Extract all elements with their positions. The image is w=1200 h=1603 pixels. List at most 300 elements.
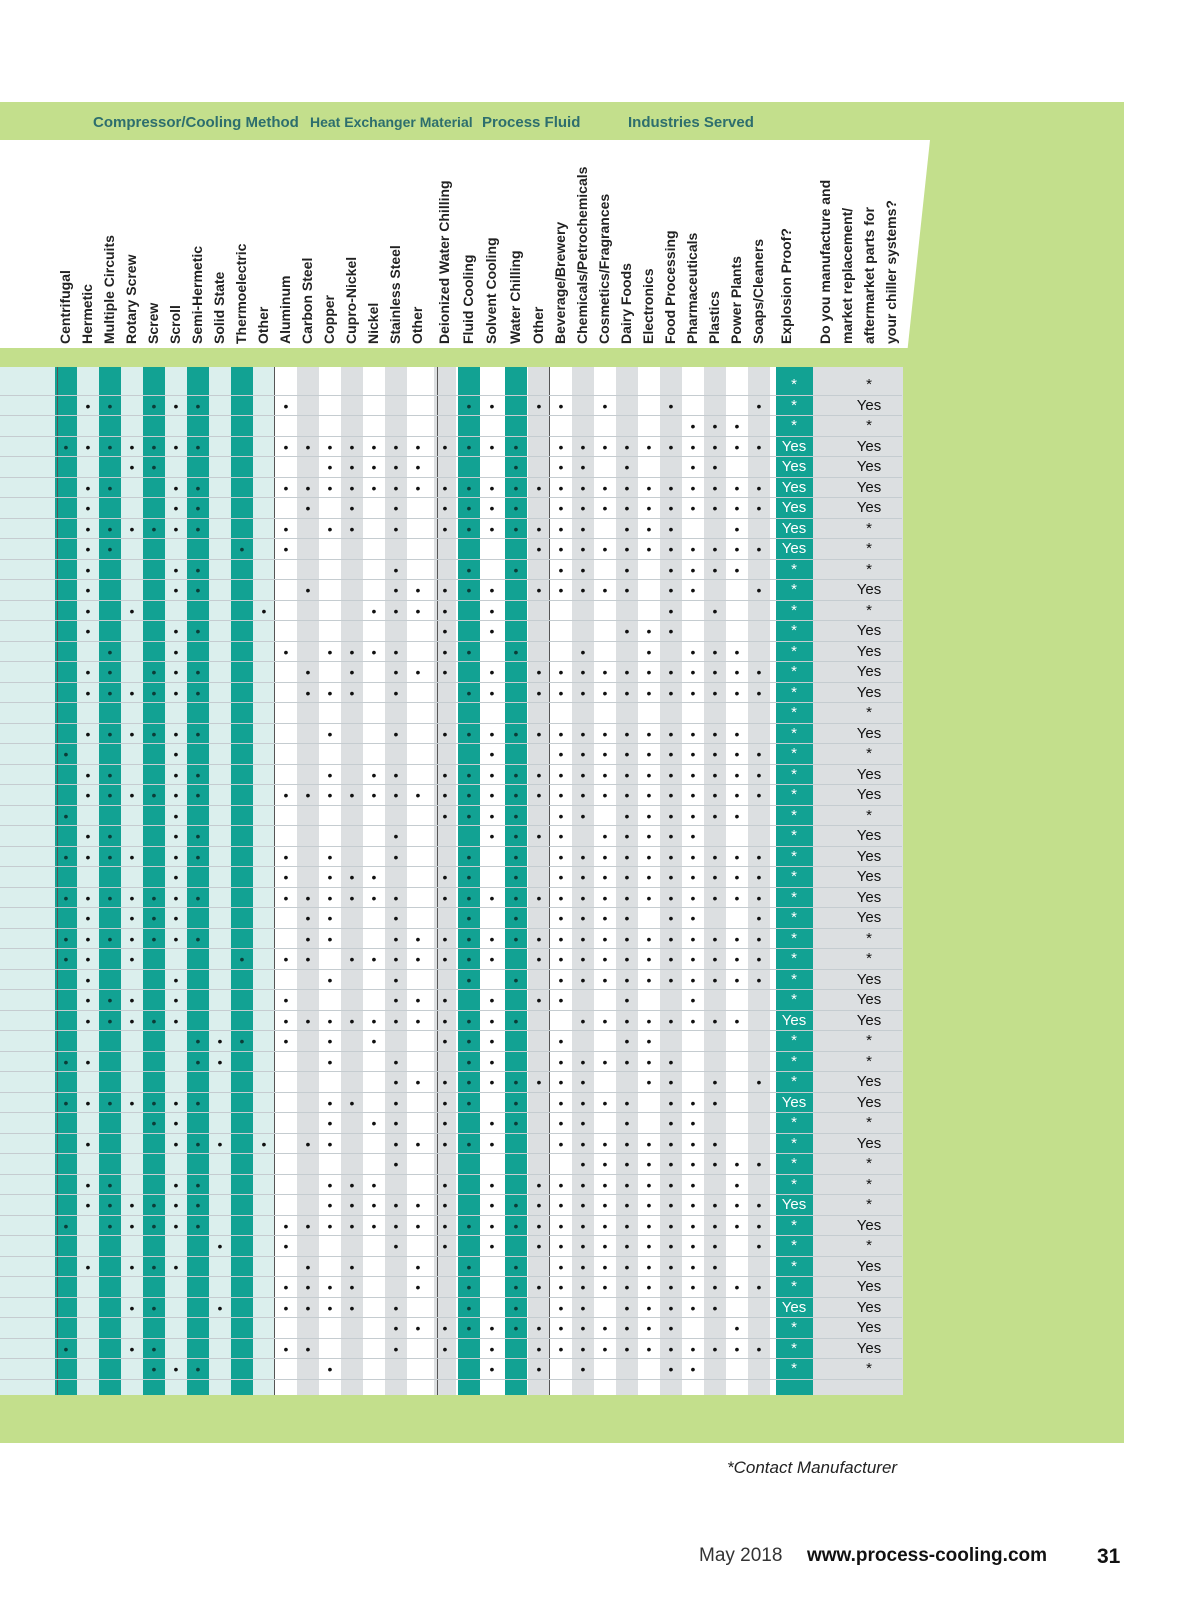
table-cell-dot: • bbox=[129, 910, 135, 926]
table-cell-dot: • bbox=[63, 1340, 69, 1357]
table-cell-dot: • bbox=[195, 889, 201, 906]
table-cell-dot: • bbox=[624, 807, 630, 824]
table-cell-dot: • bbox=[305, 1012, 311, 1029]
table-cell-dot: • bbox=[489, 1340, 495, 1357]
table-cell-dot: • bbox=[513, 1217, 519, 1234]
table-cell-dot: • bbox=[624, 1279, 630, 1295]
table-cell-dot: • bbox=[580, 725, 586, 742]
table-cell-dot: • bbox=[624, 787, 630, 803]
column-shade bbox=[253, 367, 275, 1395]
table-cell-dot: • bbox=[305, 500, 311, 516]
table-cell-dot: • bbox=[602, 766, 608, 783]
table-cell-dot: • bbox=[756, 684, 762, 701]
table-cell-dot: • bbox=[393, 1115, 399, 1131]
table-cell-dot: • bbox=[690, 418, 696, 434]
column-header: Thermoelectric bbox=[233, 243, 249, 344]
column-header: Other bbox=[530, 306, 546, 344]
page-number: 31 bbox=[1097, 1545, 1121, 1568]
table-cell-dot: • bbox=[283, 479, 289, 496]
table-cell-dot: • bbox=[602, 1197, 608, 1213]
table-cell-dot: • bbox=[393, 1094, 399, 1111]
table-cell-dot: • bbox=[734, 787, 740, 803]
table-cell-dot: • bbox=[712, 541, 718, 557]
table-cell-dot: • bbox=[327, 1012, 333, 1029]
explosion-proof-cell: * bbox=[791, 1216, 797, 1234]
table-cell-dot: • bbox=[173, 1197, 179, 1213]
table-cell-dot: • bbox=[173, 1217, 179, 1234]
explosion-proof-cell: * bbox=[791, 806, 797, 824]
table-cell-dot: • bbox=[734, 951, 740, 967]
table-cell-dot: • bbox=[513, 479, 519, 496]
table-cell-dot: • bbox=[489, 951, 495, 967]
parts-cell: Yes bbox=[856, 1257, 882, 1275]
table-cell-dot: • bbox=[466, 930, 472, 947]
table-cell-dot: • bbox=[558, 869, 564, 885]
table-cell-dot: • bbox=[558, 1033, 564, 1049]
table-cell-dot: • bbox=[151, 684, 157, 701]
table-cell-dot: • bbox=[195, 561, 201, 578]
table-cell-dot: • bbox=[239, 1033, 245, 1049]
table-cell-dot: • bbox=[85, 930, 91, 947]
table-cell-dot: • bbox=[536, 951, 542, 967]
table-cell-dot: • bbox=[85, 910, 91, 926]
table-cell-dot: • bbox=[393, 602, 399, 619]
table-cell-dot: • bbox=[580, 807, 586, 824]
table-cell-dot: • bbox=[513, 807, 519, 824]
table-cell-dot: • bbox=[151, 459, 157, 475]
table-cell-dot: • bbox=[327, 643, 333, 660]
table-cell-dot: • bbox=[690, 1176, 696, 1193]
table-cell-dot: • bbox=[415, 459, 421, 475]
table-cell-dot: • bbox=[558, 397, 564, 414]
table-cell-dot: • bbox=[668, 787, 674, 803]
table-cell-dot: • bbox=[107, 397, 113, 414]
table-cell-dot: • bbox=[624, 971, 630, 988]
table-cell-dot: • bbox=[513, 1115, 519, 1131]
table-cell-dot: • bbox=[283, 1238, 289, 1254]
table-cell-dot: • bbox=[195, 500, 201, 516]
table-cell-dot: • bbox=[63, 438, 69, 455]
table-cell-dot: • bbox=[195, 1135, 201, 1152]
table-cell-dot: • bbox=[756, 869, 762, 885]
parts-cell: Yes bbox=[856, 1278, 882, 1295]
table-cell-dot: • bbox=[442, 1217, 448, 1234]
column-header: Cosmetics/Fragrances bbox=[596, 193, 612, 344]
table-cell-dot: • bbox=[195, 1197, 201, 1213]
table-cell-dot: • bbox=[756, 500, 762, 516]
table-cell-dot: • bbox=[415, 1197, 421, 1213]
table-cell-dot: • bbox=[85, 500, 91, 516]
column-header: Cupro-Nickel bbox=[343, 256, 359, 344]
table-cell-dot: • bbox=[442, 643, 448, 660]
column-shade bbox=[55, 367, 77, 1395]
parts-cell: * bbox=[866, 376, 872, 393]
explosion-proof-cell: * bbox=[791, 991, 797, 1008]
table-cell-dot: • bbox=[442, 438, 448, 455]
table-cell-dot: • bbox=[712, 500, 718, 516]
table-cell-dot: • bbox=[690, 930, 696, 947]
table-cell-dot: • bbox=[129, 889, 135, 906]
table-cell-dot: • bbox=[195, 1094, 201, 1111]
table-cell-dot: • bbox=[195, 623, 201, 639]
table-cell-dot: • bbox=[712, 746, 718, 762]
table-cell-dot: • bbox=[442, 582, 448, 598]
table-cell-dot: • bbox=[513, 1197, 519, 1213]
table-cell-dot: • bbox=[756, 664, 762, 680]
table-cell-dot: • bbox=[151, 725, 157, 742]
table-cell-dot: • bbox=[466, 1074, 472, 1090]
table-cell-dot: • bbox=[624, 910, 630, 926]
table-cell-dot: • bbox=[646, 541, 652, 557]
table-cell-dot: • bbox=[624, 725, 630, 742]
table-cell-dot: • bbox=[173, 684, 179, 701]
table-cell-dot: • bbox=[107, 930, 113, 947]
table-cell-dot: • bbox=[690, 541, 696, 557]
table-cell-dot: • bbox=[734, 1176, 740, 1193]
table-cell-dot: • bbox=[690, 1217, 696, 1234]
table-cell-dot: • bbox=[173, 1115, 179, 1131]
table-cell-dot: • bbox=[85, 664, 91, 680]
table-cell-dot: • bbox=[371, 1033, 377, 1049]
explosion-proof-cell: Yes bbox=[781, 540, 807, 557]
table-cell-dot: • bbox=[442, 664, 448, 680]
table-cell-dot: • bbox=[536, 520, 542, 537]
table-cell-dot: • bbox=[690, 1340, 696, 1357]
parts-cell: Yes bbox=[856, 909, 882, 926]
table-cell-dot: • bbox=[513, 828, 519, 844]
table-cell-dot: • bbox=[129, 930, 135, 947]
parts-cell: Yes bbox=[856, 458, 882, 475]
table-cell-dot: • bbox=[393, 1135, 399, 1152]
table-cell-dot: • bbox=[580, 1340, 586, 1357]
table-cell-dot: • bbox=[558, 459, 564, 475]
table-cell-dot: • bbox=[107, 1197, 113, 1213]
table-cell-dot: • bbox=[173, 1176, 179, 1193]
table-cell-dot: • bbox=[668, 746, 674, 762]
table-cell-dot: • bbox=[712, 766, 718, 783]
table-cell-dot: • bbox=[646, 828, 652, 844]
table-cell-dot: • bbox=[513, 1074, 519, 1090]
row-label-area bbox=[0, 367, 57, 1395]
table-cell-dot: • bbox=[489, 1115, 495, 1131]
table-cell-dot: • bbox=[393, 664, 399, 680]
table-cell-dot: • bbox=[690, 828, 696, 844]
table-cell-dot: • bbox=[466, 1094, 472, 1111]
table-cell-dot: • bbox=[442, 1176, 448, 1193]
table-cell-dot: • bbox=[580, 910, 586, 926]
table-cell-dot: • bbox=[558, 561, 564, 578]
table-cell-dot: • bbox=[371, 1115, 377, 1131]
explosion-proof-cell: Yes bbox=[781, 458, 807, 475]
table-cell-dot: • bbox=[712, 807, 718, 824]
table-cell-dot: • bbox=[393, 828, 399, 844]
table-cell-dot: • bbox=[602, 1012, 608, 1029]
table-cell-dot: • bbox=[536, 930, 542, 947]
column-header: Nickel bbox=[365, 302, 381, 344]
table-cell-dot: • bbox=[580, 1217, 586, 1234]
explosion-proof-cell: * bbox=[791, 417, 797, 434]
table-cell-dot: • bbox=[173, 971, 179, 988]
table-cell-dot: • bbox=[646, 520, 652, 537]
column-header: Chemicals/Petrochemicals bbox=[574, 166, 590, 344]
table-cell-dot: • bbox=[668, 397, 674, 414]
table-cell-dot: • bbox=[668, 1012, 674, 1029]
parts-cell: * bbox=[866, 1155, 872, 1172]
table-cell-dot: • bbox=[734, 1279, 740, 1295]
table-cell-dot: • bbox=[85, 828, 91, 844]
explosion-proof-cell: * bbox=[791, 560, 797, 578]
column-header: Dairy Foods bbox=[618, 263, 634, 344]
table-cell-dot: • bbox=[393, 1074, 399, 1090]
table-cell-dot: • bbox=[734, 1156, 740, 1172]
table-cell-dot: • bbox=[690, 1279, 696, 1295]
column-header: Copper bbox=[321, 295, 337, 344]
table-cell-dot: • bbox=[580, 930, 586, 947]
table-cell-dot: • bbox=[195, 438, 201, 455]
table-cell-dot: • bbox=[283, 1033, 289, 1049]
table-cell-dot: • bbox=[646, 869, 652, 885]
group-label-industries: Industries Served bbox=[628, 114, 754, 131]
table-cell-dot: • bbox=[602, 1135, 608, 1152]
table-cell-dot: • bbox=[712, 1197, 718, 1213]
table-cell-dot: • bbox=[580, 1156, 586, 1172]
table-cell-dot: • bbox=[415, 1074, 421, 1090]
table-cell-dot: • bbox=[624, 582, 630, 598]
table-cell-dot: • bbox=[690, 1115, 696, 1131]
table-cell-dot: • bbox=[646, 971, 652, 988]
explosion-proof-cell: * bbox=[791, 1319, 797, 1336]
table-cell-dot: • bbox=[415, 1320, 421, 1336]
table-cell-dot: • bbox=[558, 1115, 564, 1131]
table-cell-dot: • bbox=[349, 500, 355, 516]
table-cell-dot: • bbox=[558, 1279, 564, 1295]
table-cell-dot: • bbox=[646, 1299, 652, 1316]
table-cell-dot: • bbox=[466, 479, 472, 496]
table-cell-dot: • bbox=[107, 520, 113, 537]
table-cell-dot: • bbox=[513, 889, 519, 906]
table-cell-dot: • bbox=[756, 848, 762, 865]
explosion-proof-cell: * bbox=[791, 396, 797, 414]
table-cell-dot: • bbox=[63, 930, 69, 947]
table-cell-dot: • bbox=[489, 1033, 495, 1049]
table-cell-dot: • bbox=[195, 1033, 201, 1049]
table-cell-dot: • bbox=[536, 684, 542, 701]
table-cell-dot: • bbox=[173, 1094, 179, 1111]
table-cell-dot: • bbox=[602, 1340, 608, 1357]
table-cell-dot: • bbox=[283, 520, 289, 537]
table-cell-dot: • bbox=[646, 664, 652, 680]
table-cell-dot: • bbox=[63, 1094, 69, 1111]
table-cell-dot: • bbox=[107, 1012, 113, 1029]
explosion-proof-cell: * bbox=[791, 970, 797, 988]
table-cell-dot: • bbox=[690, 725, 696, 742]
table-cell-dot: • bbox=[712, 971, 718, 988]
table-cell-dot: • bbox=[415, 787, 421, 803]
table-cell-dot: • bbox=[107, 992, 113, 1008]
table-cell-dot: • bbox=[442, 1074, 448, 1090]
table-cell-dot: • bbox=[558, 664, 564, 680]
table-cell-dot: • bbox=[107, 1094, 113, 1111]
explosion-proof-cell: * bbox=[791, 1052, 797, 1070]
table-cell-dot: • bbox=[489, 1012, 495, 1029]
table-cell-dot: • bbox=[442, 1238, 448, 1254]
table-cell-dot: • bbox=[580, 1320, 586, 1336]
table-cell-dot: • bbox=[580, 438, 586, 455]
table-cell-dot: • bbox=[327, 930, 333, 947]
parts-cell: * bbox=[866, 929, 872, 947]
table-cell-dot: • bbox=[734, 766, 740, 783]
table-cell-dot: • bbox=[646, 479, 652, 496]
table-cell-dot: • bbox=[305, 787, 311, 803]
table-cell-dot: • bbox=[646, 848, 652, 865]
table-cell-dot: • bbox=[513, 459, 519, 475]
table-cell-dot: • bbox=[624, 1135, 630, 1152]
table-cell-dot: • bbox=[107, 1217, 113, 1234]
table-cell-dot: • bbox=[646, 725, 652, 742]
table-cell-dot: • bbox=[580, 582, 586, 598]
data-table bbox=[0, 367, 902, 1395]
table-cell-dot: • bbox=[489, 397, 495, 414]
explosion-proof-cell: * bbox=[791, 642, 797, 660]
table-cell-dot: • bbox=[624, 1238, 630, 1254]
table-cell-dot: • bbox=[442, 992, 448, 1008]
explosion-proof-cell: Yes bbox=[781, 499, 807, 516]
table-cell-dot: • bbox=[624, 520, 630, 537]
table-cell-dot: • bbox=[393, 766, 399, 783]
table-cell-dot: • bbox=[756, 889, 762, 906]
table-cell-dot: • bbox=[624, 1012, 630, 1029]
table-cell-dot: • bbox=[442, 500, 448, 516]
table-cell-dot: • bbox=[712, 848, 718, 865]
explosion-proof-cell: * bbox=[791, 622, 797, 639]
table-cell-dot: • bbox=[690, 1156, 696, 1172]
table-cell-dot: • bbox=[283, 1299, 289, 1316]
table-cell-dot: • bbox=[129, 992, 135, 1008]
parts-cell: Yes bbox=[856, 1339, 882, 1357]
table-cell-dot: • bbox=[63, 889, 69, 906]
table-cell-dot: • bbox=[690, 479, 696, 496]
table-cell-dot: • bbox=[734, 746, 740, 762]
parts-cell: Yes bbox=[856, 1216, 882, 1234]
parts-cell: * bbox=[866, 417, 872, 434]
table-cell-dot: • bbox=[466, 910, 472, 926]
footnote: *Contact Manufacturer bbox=[727, 1458, 898, 1477]
table-cell-dot: • bbox=[107, 438, 113, 455]
table-cell-dot: • bbox=[690, 766, 696, 783]
table-cell-dot: • bbox=[646, 1135, 652, 1152]
table-cell-dot: • bbox=[63, 1217, 69, 1234]
table-cell-dot: • bbox=[536, 828, 542, 844]
table-cell-dot: • bbox=[349, 1279, 355, 1295]
table-cell-dot: • bbox=[558, 992, 564, 1008]
table-cell-dot: • bbox=[756, 746, 762, 762]
table-cell-dot: • bbox=[393, 1320, 399, 1336]
table-cell-dot: • bbox=[442, 1320, 448, 1336]
parts-cell: * bbox=[866, 745, 872, 762]
table-cell-dot: • bbox=[489, 992, 495, 1008]
table-cell-dot: • bbox=[442, 1094, 448, 1111]
table-cell-dot: • bbox=[624, 1094, 630, 1111]
table-cell-dot: • bbox=[646, 1176, 652, 1193]
parts-cell: Yes bbox=[856, 991, 882, 1008]
table-cell-dot: • bbox=[558, 1135, 564, 1152]
explosion-proof-cell: * bbox=[791, 1155, 797, 1172]
table-cell-dot: • bbox=[305, 1279, 311, 1295]
table-cell-dot: • bbox=[536, 1238, 542, 1254]
table-cell-dot: • bbox=[580, 459, 586, 475]
table-cell-dot: • bbox=[217, 1238, 223, 1254]
table-cell-dot: • bbox=[690, 910, 696, 926]
table-cell-dot: • bbox=[466, 1279, 472, 1295]
table-cell-dot: • bbox=[624, 500, 630, 516]
table-cell-dot: • bbox=[580, 1197, 586, 1213]
explosion-proof-cell: Yes bbox=[781, 519, 807, 537]
table-cell-dot: • bbox=[690, 684, 696, 701]
table-cell-dot: • bbox=[624, 951, 630, 967]
table-cell-dot: • bbox=[393, 910, 399, 926]
table-cell-dot: • bbox=[327, 889, 333, 906]
explosion-proof-cell: * bbox=[791, 950, 797, 967]
table-cell-dot: • bbox=[558, 500, 564, 516]
parts-cell: * bbox=[866, 704, 872, 721]
table-cell-dot: • bbox=[756, 582, 762, 598]
table-cell-dot: • bbox=[442, 520, 448, 537]
footer-date: May 2018 bbox=[699, 1545, 783, 1566]
table-cell-dot: • bbox=[668, 889, 674, 906]
table-cell-dot: • bbox=[668, 602, 674, 619]
table-cell-dot: • bbox=[580, 1361, 586, 1377]
table-cell-dot: • bbox=[646, 787, 652, 803]
table-cell-dot: • bbox=[349, 684, 355, 701]
table-cell-dot: • bbox=[349, 664, 355, 680]
table-cell-dot: • bbox=[712, 869, 718, 885]
column-header: Other bbox=[409, 306, 425, 344]
parts-cell: Yes bbox=[856, 1319, 882, 1336]
table-cell-dot: • bbox=[195, 582, 201, 598]
table-cell-dot: • bbox=[393, 1156, 399, 1172]
parts-cell: * bbox=[866, 1175, 872, 1193]
table-cell-dot: • bbox=[466, 397, 472, 414]
explosion-proof-cell: * bbox=[791, 1257, 797, 1275]
table-cell-dot: • bbox=[393, 1217, 399, 1234]
table-cell-dot: • bbox=[327, 438, 333, 455]
table-cell-dot: • bbox=[712, 438, 718, 455]
table-cell-dot: • bbox=[349, 1094, 355, 1111]
table-cell-dot: • bbox=[489, 582, 495, 598]
table-cell-dot: • bbox=[489, 438, 495, 455]
table-cell-dot: • bbox=[107, 541, 113, 557]
table-cell-dot: • bbox=[129, 1258, 135, 1275]
table-cell-dot: • bbox=[85, 766, 91, 783]
table-cell-dot: • bbox=[129, 848, 135, 865]
table-cell-dot: • bbox=[646, 1279, 652, 1295]
table-cell-dot: • bbox=[690, 889, 696, 906]
table-cell-dot: • bbox=[489, 807, 495, 824]
table-cell-dot: • bbox=[63, 807, 69, 824]
table-cell-dot: • bbox=[690, 438, 696, 455]
table-cell-dot: • bbox=[668, 930, 674, 947]
table-cell-dot: • bbox=[195, 930, 201, 947]
table-cell-dot: • bbox=[415, 930, 421, 947]
table-cell-dot: • bbox=[327, 1135, 333, 1152]
table-cell-dot: • bbox=[580, 1135, 586, 1152]
table-cell-dot: • bbox=[283, 438, 289, 455]
table-cell-dot: • bbox=[624, 1053, 630, 1070]
table-cell-dot: • bbox=[217, 1135, 223, 1152]
table-cell-dot: • bbox=[646, 1156, 652, 1172]
table-cell-dot: • bbox=[580, 848, 586, 865]
table-cell-dot: • bbox=[690, 1238, 696, 1254]
